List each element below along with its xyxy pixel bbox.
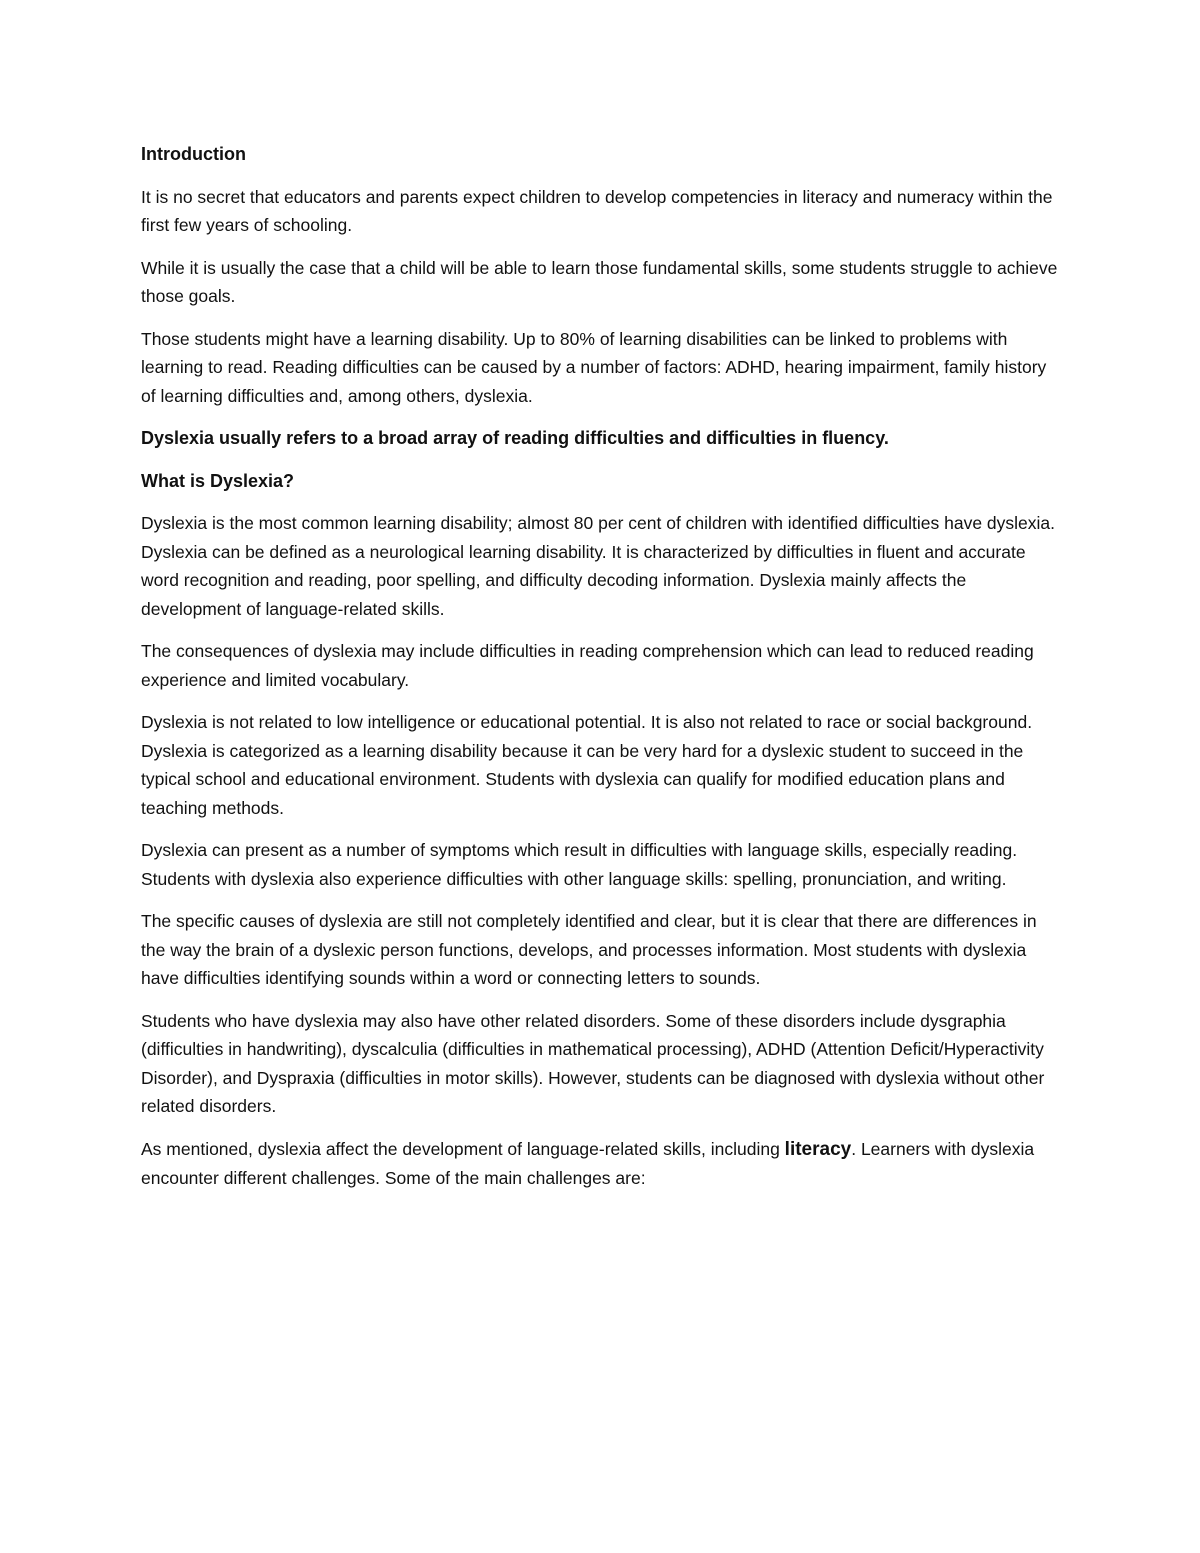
- literacy-emphasis: literacy: [784, 1138, 852, 1160]
- bold-statement: Dyslexia usually refers to a broad array of reading difficulties and difficulties in fluency.: [141, 428, 889, 448]
- section-heading: What is Dyslexia?: [141, 470, 295, 491]
- paragraph-6: Students who have dyslexia may also have other related disorders. Some of these disorders include dysgraphia (difficulties in handwriting), dyscalculia (difficulties in mathematical processing), ADHD (Attention Deficit/Hyperactivity Disorder), and Dyspraxia (difficulties in motor skills). However, students can be diagnosed with dyslexia without other related disorders.: [141, 1010, 1045, 1116]
- intro-paragraph-3: Those students might have a learning disability. Up to 80% of learning disabilities can be linked to problems with learning to read. Reading difficulties can be caused by a number of factors: ADHD, hearing impairment, family history of learning difficulties and, among others, dyslexia.: [141, 328, 1047, 406]
- intro-heading: Introduction: [141, 144, 246, 164]
- document-body: [141, 140, 1061, 1207]
- paragraph-2: The consequences of dyslexia may include difficulties in reading comprehension which can lead to reduced reading experience and limited vocabulary.: [141, 641, 1034, 690]
- intro-paragraph-2: While it is usually the case that a child will be able to learn those fundamental skills, some students struggle to achieve those goals.: [141, 257, 1058, 306]
- paragraph-7-start: As mentioned, dyslexia affect the development of language-related skills, including: [141, 1138, 785, 1159]
- paragraph-7-end: . Learners with dyslexia encounter different challenges. Some of the main challenges are:: [141, 1138, 1035, 1188]
- paragraph-4: Dyslexia can present as a number of symptoms which result in difficulties with language skills, especially reading. Students with dyslexia also experience difficulties with other language skills: spelling, pronunciation, and writing.: [141, 840, 1018, 889]
- paragraph-7: [141, 1135, 1061, 1193]
- intro-paragraph-1: It is no secret that educators and parents expect children to develop competencies in literacy and numeracy within the first few years of schooling.: [141, 186, 1053, 235]
- paragraph-5: The specific causes of dyslexia are still not completely identified and clear, but it is clear that there are differences in the way the brain of a dyslexic person functions, develops, and processes information. Most students with dyslexia have difficulties identifying sounds within a word or connecting letters to sounds.: [141, 911, 1037, 988]
- paragraph-3: Dyslexia is not related to low intelligence or educational potential. It is also not related to race or social background. Dyslexia is categorized as a learning disability because it can be very hard for a dyslexic student to succeed in the typical school and educational environment. Students with dyslexia can qualify for modified education plans and teaching methods.: [141, 712, 1033, 818]
- paragraph-1: Dyslexia is the most common learning disability; almost 80 per cent of children with identified difficulties have dyslexia. Dyslexia can be defined as a neurological learning disability. It is characterized by difficulties in fluent and accurate word recognition and reading, poor spelling, and difficulty decoding information. Dyslexia mainly affects the development of language-related skills.: [141, 513, 1055, 619]
